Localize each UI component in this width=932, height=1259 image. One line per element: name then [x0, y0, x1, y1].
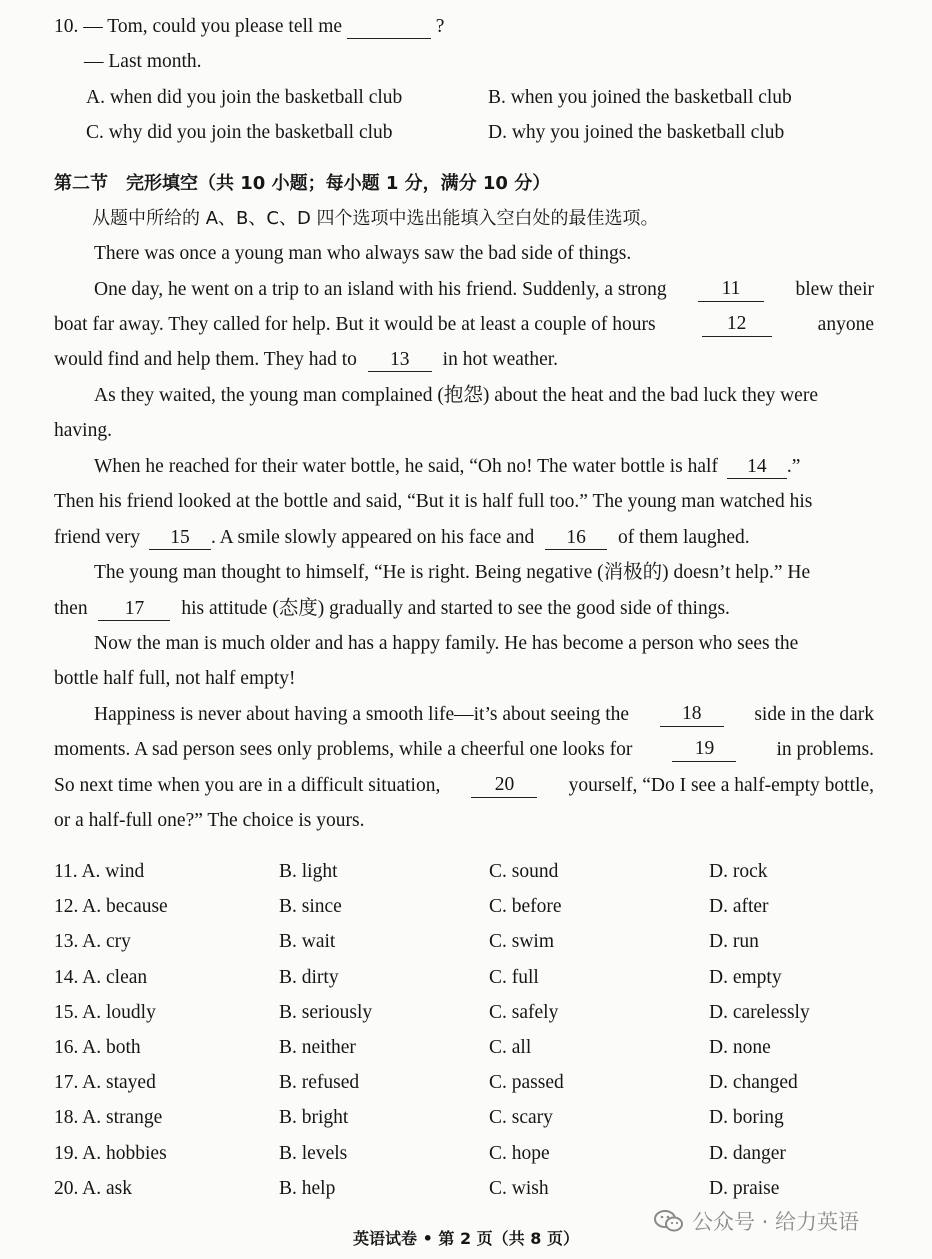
- choice-q17-d: D. changed: [709, 1072, 798, 1094]
- passage-p7-line2: [54, 738, 874, 762]
- blank-18: 18: [660, 703, 724, 727]
- passage-p6-line1: Now the man is much older and has a happy family. He has become a person who sees the: [94, 633, 799, 654]
- blank-12: 12: [702, 313, 772, 337]
- section-instruction: 从题中所给的 A、B、C、D 四个选项中选出能填入空白处的最佳选项。: [92, 208, 659, 229]
- text: his attitude (态度) gradually and started to see the good side of things.: [181, 598, 730, 619]
- text: then: [54, 598, 88, 619]
- passage-p4-line1: [94, 455, 800, 479]
- q10-answer: — Last month.: [84, 51, 202, 72]
- choice-q13-a: 13. A. cry: [54, 931, 131, 953]
- text: One day, he went on a trip to an island with his friend. Suddenly, a strong: [94, 279, 667, 300]
- q10-option-a: A. when did you join the basketball club: [86, 87, 403, 108]
- text: side in the dark: [754, 704, 874, 725]
- choice-q16-d: D. none: [709, 1037, 771, 1058]
- text: friend very: [54, 527, 141, 548]
- choice-q18-c: C. scary: [489, 1107, 553, 1129]
- choice-q11-d: D. rock: [709, 861, 768, 882]
- choice-q19-c: C. hope: [489, 1142, 550, 1164]
- passage-p2-line1: [94, 278, 874, 302]
- choice-q14-b: B. dirty: [279, 966, 339, 988]
- q10-option-c: C. why did you join the basketball club: [86, 122, 393, 143]
- choice-q20-c: C. wish: [489, 1177, 549, 1199]
- q10-stem-end: ?: [435, 16, 445, 37]
- text: of them laughed.: [618, 527, 750, 548]
- passage-p3-line1: As they waited, the young man complained (抱怨) about the heat and the bad luck they were: [94, 385, 818, 406]
- passage-p7-line1: [94, 703, 874, 727]
- choice-q11-a: 11. A. wind: [54, 861, 145, 882]
- choice-q19-b: B. levels: [279, 1142, 348, 1164]
- choice-q12-a: 12. A. because: [54, 896, 168, 918]
- text: in hot weather.: [442, 349, 559, 370]
- choice-q16-c: C. all: [489, 1037, 532, 1058]
- choice-q15-b: B. seriously: [279, 1001, 373, 1023]
- blank-11: 11: [698, 278, 764, 302]
- choice-q14-c: C. full: [489, 966, 539, 988]
- choice-q19-d: D. danger: [709, 1142, 786, 1164]
- blank-13: 13: [368, 349, 432, 372]
- page-footer: 英语试卷 • 第 2 页（共 8 页）: [353, 1229, 579, 1248]
- passage-p4-line2: Then his friend looked at the bottle and said, “But it is half full too.” The young man watched his: [54, 491, 813, 512]
- passage-p2-line3: [54, 348, 558, 372]
- passage-p2-line2: [54, 313, 874, 337]
- choice-q19-a: 19. A. hobbies: [54, 1142, 167, 1164]
- text: blew their: [795, 279, 874, 300]
- choice-q20-b: B. help: [279, 1177, 336, 1199]
- passage-p5-line2: [54, 597, 730, 621]
- blank-16: 16: [545, 527, 607, 550]
- choice-q13-c: C. swim: [489, 931, 555, 953]
- text: . A smile slowly appeared on his face and: [210, 527, 535, 548]
- text: in problems.: [776, 739, 874, 760]
- choice-q11-b: B. light: [279, 861, 338, 882]
- blank-20: 20: [471, 774, 537, 798]
- q10-option-d: D. why you joined the basketball club: [488, 122, 785, 143]
- q10-option-b: B. when you joined the basketball club: [488, 87, 792, 108]
- choice-q12-b: B. since: [279, 896, 342, 918]
- text: moments. A sad person sees only problems, while a cheerful one looks for: [54, 739, 633, 760]
- text: Happiness is never about having a smooth life—it’s about seeing the: [94, 704, 630, 725]
- choice-q13-d: D. run: [709, 931, 759, 953]
- choice-q16-a: 16. A. both: [54, 1037, 141, 1058]
- choice-q18-a: 18. A. strange: [54, 1107, 163, 1129]
- passage-p3-line2: having.: [54, 420, 112, 441]
- choice-q15-a: 15. A. loudly: [54, 1001, 156, 1023]
- watermark: [654, 1206, 859, 1236]
- choice-q15-d: D. carelessly: [709, 1001, 810, 1023]
- choice-q14-d: D. empty: [709, 966, 782, 988]
- text: yourself, “Do I see a half-empty bottle,: [568, 775, 874, 796]
- text: anyone: [817, 314, 874, 335]
- choice-q15-c: C. safely: [489, 1001, 559, 1023]
- choice-q18-d: D. boring: [709, 1107, 784, 1129]
- blank-19: 19: [672, 738, 736, 762]
- choice-q17-c: C. passed: [489, 1072, 564, 1094]
- choice-q18-b: B. bright: [279, 1107, 349, 1129]
- blank-15: 15: [149, 527, 211, 550]
- choice-q16-b: B. neither: [279, 1037, 356, 1058]
- text: So next time when you are in a difficult situation,: [54, 775, 441, 796]
- blank-17: 17: [98, 598, 170, 621]
- choice-q17-a: 17. A. stayed: [54, 1072, 156, 1094]
- passage-p5-line1: The young man thought to himself, “He is right. Being negative (消极的) doesn’t help.” He: [94, 562, 811, 583]
- passage-p4-line3: [54, 526, 750, 550]
- watermark-text: 公众号 · 给力英语: [692, 1210, 860, 1234]
- text: .”: [786, 456, 801, 477]
- text: When he reached for their water bottle, he said, “Oh no! The water bottle is half: [94, 456, 718, 477]
- wechat-icon: [654, 1209, 684, 1233]
- choice-q13-b: B. wait: [279, 931, 336, 953]
- choice-q12-c: C. before: [489, 896, 562, 918]
- choice-q17-b: B. refused: [279, 1072, 360, 1094]
- section-heading: 第二节 完形填空（共 10 小题；每小题 1 分，满分 10 分）: [54, 173, 551, 194]
- q10-blank: [347, 16, 431, 39]
- choice-q20-a: 20. A. ask: [54, 1177, 132, 1199]
- passage-p1: There was once a young man who always saw the bad side of things.: [94, 243, 632, 264]
- choice-q20-d: D. praise: [709, 1177, 780, 1199]
- blank-14: 14: [727, 456, 787, 479]
- q10-stem: [54, 15, 444, 39]
- text: would find and help them. They had to: [54, 349, 357, 370]
- choice-q11-c: C. sound: [489, 861, 559, 882]
- passage-p6-line2: bottle half full, not half empty!: [54, 668, 296, 689]
- text: boat far away. They called for help. But it would be at least a couple of hours: [54, 314, 656, 335]
- choice-q14-a: 14. A. clean: [54, 966, 148, 988]
- q10-stem-text: 10. — Tom, could you please tell me: [54, 16, 343, 37]
- choice-q12-d: D. after: [709, 896, 769, 918]
- passage-p7-line3: [54, 774, 874, 798]
- passage-p7-line4: or a half-full one?” The choice is yours.: [54, 810, 365, 831]
